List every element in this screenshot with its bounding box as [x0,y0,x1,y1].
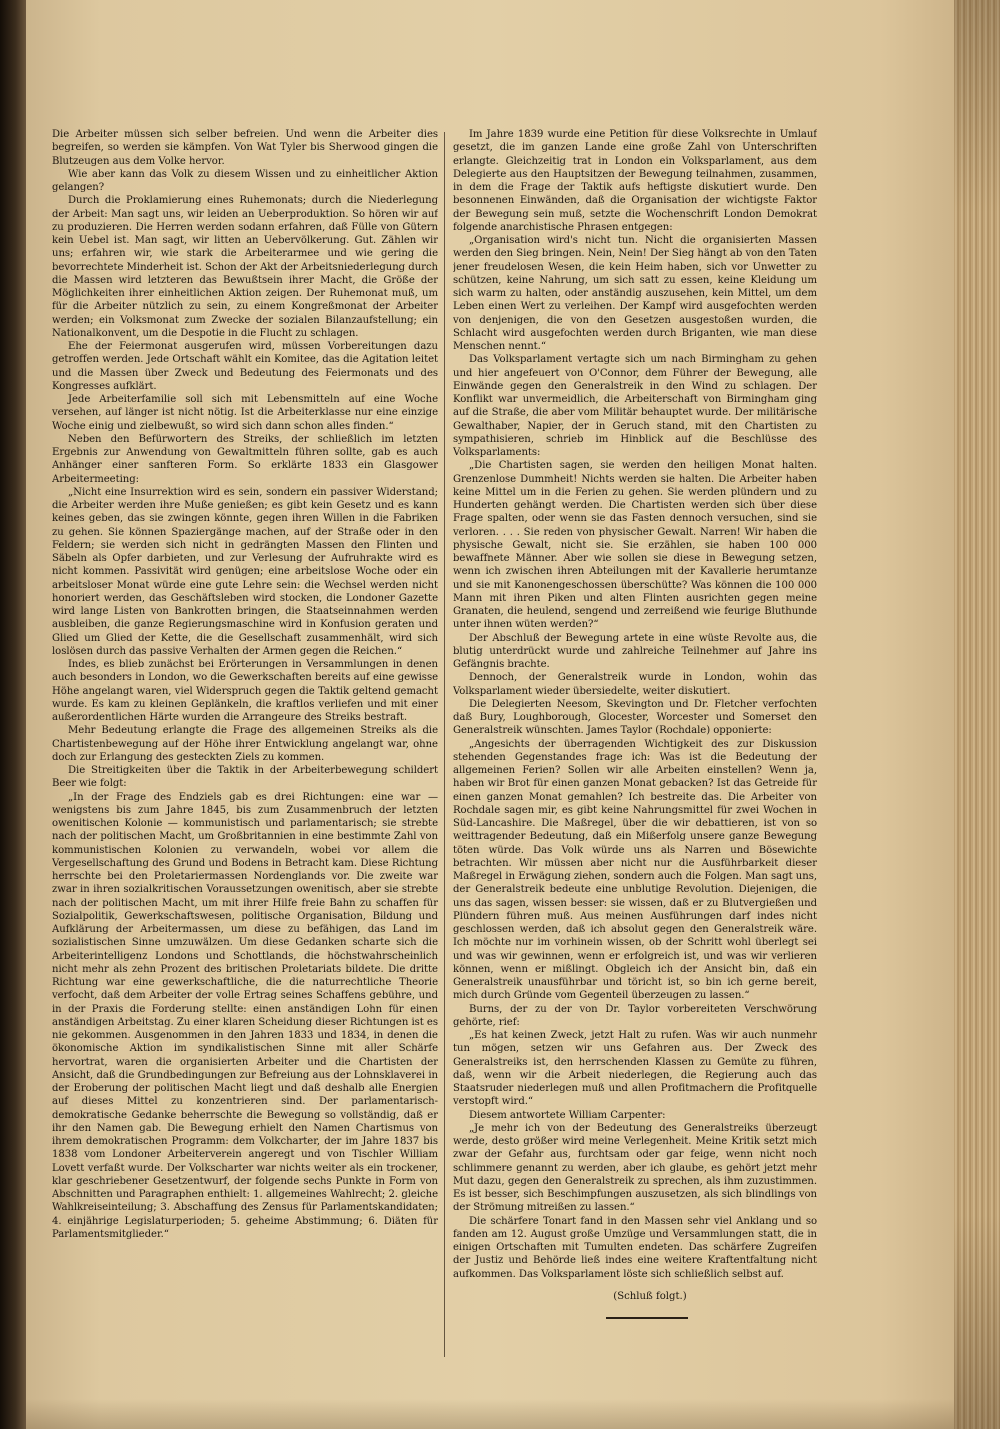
quote-paragraph: „Angesichts der überragenden Wichtigkeit des zur Diskussion stehenden Gegenstandes frage ich: Was ist die Bedeutung der allgemeinen Ferien? Sollen wir alle Arbeiten einstellen? Wenn ja, haben wir Brot für einen ganzen Monat gebacken? Ist das Getreide für einen ganzen Monat gemahlen? Ich bestreite das. Die Arbeiter von Rochdale sagen mir, es gibt keine Nahrungsmittel für zwei Wochen in Süd-Lancashire. Die Maßregel, über die wir debattieren, ist von so weittragender Bedeutung, daß ein Mißerfolg unsere ganze Bewegung töten würde. Das Volk würde uns als Narren und Bösewichte betrachten. Wir müssen aber nicht nur die Ausführbarkeit dieser Maßregel in Erwägung ziehen, sondern auch die Folgen. Man sagt uns, der Generalstreik bedeute eine unblutige Revolution. Diejenigen, die uns das sagen, wissen besser: sie wissen, daß er zu Blutvergießen und Plündern führen muß. Aus meinen Ausführungen darf indes nicht geschlossen werden, daß ich absolut gegen den Generalstreik wäre. Ich möchte nur im vorhinein wissen, ob der Schritt wohl überlegt sei und was wir gewinnen, wenn er erfolgreich ist, und was wir verlieren können, wenn er mißlingt. Obgleich ich der Ansicht bin, daß ein Generalstreik unausführbar und töricht ist, so bin ich gerne bereit, mich durch Gründe vom Gegenteil überzeugen zu lassen.“ [453,738,817,1002]
paragraph: Die Arbeiter müssen sich selber befreien. Und wenn die Arbeiter dies begreifen, so werden sie kämpfen. Von Wat Tyler bis Sherwood gingen die Blutzeugen aus dem Volke hervor. [52,129,438,167]
paragraph: Burns, der zu der von Dr. Taylor vorbereiteten Verschwörung gehörte, rief: [453,1003,817,1028]
page-bottom-shadow [26,1399,954,1429]
paragraph: Der Abschluß der Bewegung artete in eine wüste Revolte aus, die blutig unterdrückt wurde und zahlreiche Teilnehmer auf Jahre ins Gefängnis brachte. [453,632,817,670]
paragraph: Ehe der Feiermonat ausgerufen wird, müssen Vorbereitungen dazu getroffen werden. Jede Ortschaft wählt ein Komitee, das die Agitation leitet und die Massen über Zweck und Bedeutung des Feiermonats und des Kongresses aufklärt. [52,341,438,392]
column-divider [444,132,445,1357]
quote-paragraph: „Organisation wird's nicht tun. Nicht die organisierten Massen werden den Sieg bringen. Nein, Nein! Der Sieg hängt ab von den Taten jener freudelosen Wesen, die kein Heim haben, sich vor Unwetter zu schützen, keine Nahrung, um sich satt zu essen, keine Kleidung um sich warm zu halten, oder anständig auszusehen, kein Mittel, um dem Leben einen Wert zu verleihen. Der Kampf wird ausgefochten werden von denjenigen, die von den Gesetzen ausgestoßen wurden, die Schlacht wird ausgefochten werden durch Briganten, wie man diese Menschen nennt.“ [453,235,817,352]
book-binding-shadow [0,0,26,1429]
paragraph: Das Volksparlament vertagte sich um nach Birmingham zu gehen und hier angefeuert von O'Connor, dem Führer der Bewegung, alle Einwände gegen den Generalstreik in den Wind zu schlagen. Der Konflikt war unvermeidlich, die Arbeiterschaft von Birmingham ging auf die Straße, die aber vom Militär behauptet wurde. Der militärische Gewalthaber, Napier, der in Geruch stand, mit den Chartisten zu sympathisieren, schrieb im Hinblick auf die Beschlüsse des Volksparlaments: [453,354,817,458]
paragraph: Wie aber kann das Volk zu diesem Wissen und zu einheitlicher Aktion gelangen? [52,168,438,193]
paragraph: Durch die Proklamierung eines Ruhemonats; durch die Niederlegung der Arbeit: Man sagt uns, wir leiden an Ueberproduktion. So hören wir auf zu produzieren. Die Herren werden sodann erfahren, daß Fülle von Gütern kein Uebel ist. Man sagt, wir litten an Uebervölkerung. Gut. Zählen wir uns; erfahren wir, wie stark die Arbeiterarmee und wie gering die bevorrechtete Minderheit ist. Schon der Akt der Arbeitsniederlegung durch die Massen wird letzteren das Bewußtsein ihrer Macht, die Größe der Möglichkeiten ihrer einheitlichen Aktion zeigen. Der Ruhemonat muß, um für die Arbeiter nützlich zu sein, zu einem Kongreßmonat der Arbeiter werden; ein Volksmonat zum Zwecke der sozialen Bilanzaufstellung; ein Nationalkonvent, um die Despotie in die Flucht zu schlagen. [52,195,438,339]
quote-paragraph: „Je mehr ich von der Bedeutung des Generalstreiks überzeugt werde, desto größer wird meine Verlegenheit. Meine Kritik setzt mich zwar der Gefahr aus, furchtsam oder gar feige, wenn nicht noch schlimmere genannt zu werden, aber ich glaube, es gehört jetzt mehr Mut dazu, gegen den Generalstreik zu sprechen, als ihm zuzustimmen. Es ist besser, sich Beschimpfungen auszusetzen, als sich blindlings von der Strömung mitreißen zu lassen.“ [453,1122,817,1214]
paragraph: Die Streitigkeiten über die Taktik in der Arbeiterbewegung schildert Beer wie folgt: [52,765,438,790]
paragraph: Dennoch, der Generalstreik wurde in London, wohin das Volksparlament wieder übersiedelte, weiter diskutiert. [453,672,817,697]
right-text-column [453,128,817,1318]
paragraph: Die schärfere Tonart fand in den Massen sehr viel Anklang und so fanden am 12. August große Umzüge und Versammlungen statt, die in einigen Ortschaften mit Tumulten endeten. Das schärfere Zugreifen der Justiz und Behörde ließ indes eine weitere Kraftentfaltung nicht aufkommen. Das Volksparlament löste sich schließlich selbst auf. [453,1215,817,1280]
quote-paragraph: „Es hat keinen Zweck, jetzt Halt zu rufen. Was wir auch nunmehr tun mögen, setzen wir uns Gefahren aus. Der Zweck des Generalstreiks ist, den herrschenden Klassen zu Gemüte zu führen, daß, wenn wir die Arbeit niederlegen, die Regierung auch das Staatsruder niederlegen muß und allen Profitmachern die Profitquelle verstopft wird.“ [453,1030,817,1108]
quote-paragraph: „Die Chartisten sagen, sie werden den heiligen Monat halten. Grenzenlose Dummheit! Nichts werden sie halten. Die Arbeiter haben keine Mittel um in die Ferien zu gehen. Sie werden plündern und zu Hunderten gehängt werden. Die Chartisten werden sich über diese Frage spalten, oder wenn sie das Fasten dennoch versuchen, sind sie verloren. . . . Sie reden von physischer Gewalt. Narren! Wir haben die physische Gewalt, nicht sie. Sie erzählen, sie haben 100 000 bewaffnete Männer. Aber wie sollen sie diese in Bewegung setzen, wenn ich zwischen ihren Abteilungen mit der Kavallerie herumtanze und sie mit Kanonengeschossen überschütte? Was können die 100 000 Mann mit ihren Piken und alten Flinten ausrichten gegen meine Granaten, die heulend, sengend und zerreißend wie feurige Bluthunde unter ihnen wüten werden?“ [453,460,817,631]
paragraph: Mehr Bedeutung erlangte die Frage des allgemeinen Streiks als die Chartistenbewegung auf der Höhe ihrer Entwicklung angelangt war, ohne doch zur Erlangung des gesteckten Ziels zu kommen. [52,725,438,763]
paragraph: Im Jahre 1839 wurde eine Petition für diese Volksrechte in Umlauf gesetzt, die im ganzen Lande eine große Zahl von Unterschriften erlangte. Gleichzeitig trat in London ein Volksparlament, aus dem Delegierte aus den Hauptsitzen der Bewegung teilnahmen, zusammen, in dem die Frage der Taktik aufs heftigste diskutiert wurde. Den besonnenen Einwänden, daß die Organisation der wichtigste Faktor der Bewegung sein muß, setzte die Wochenschrift London Demokrat folgende anarchistische Phrasen entgegen: [453,129,817,233]
end-rule [606,1317,688,1319]
paragraph: Jede Arbeiterfamilie soll sich mit Lebensmitteln auf eine Woche versehen, auf länger ist nicht nötig. Ist die Arbeiterklasse nur eine einzige Woche einig und zielbewußt, so wird sich dann schon alles finden.“ [52,394,438,432]
paragraph: Neben den Befürwortern des Streiks, der schließlich im letzten Ergebnis zur Anwendung von Gewaltmitteln führen sollte, gab es auch Anhänger einer sanfteren Form. So erklärte 1833 ein Glasgower Arbeitermeeting: [52,433,438,485]
continuation-note: (Schluß folgt.) [613,1291,687,1302]
quote-paragraph: „In der Frage des Endziels gab es drei Richtungen: eine war — wenigstens bis zum Jahre 1845, bis zum Zusammenbruch der letzten owenitischen Kolonie — kommunistisch und parlamentarisch; sie strebte nach der politischen Macht, um Großbritannien in eine bestimmte Zahl von kommunistischen Kolonien zu verwandeln, wobei vor allem die Vergesellschaftung des Grund und Bodens in Betracht kam. Diese Richtung herrschte bei den Proletariermassen Nordenglands vor. Die zweite war zwar in ihren sozialkritischen Voraussetzungen owenitisch, aber sie strebte nach der politischen Macht, um mit ihrer Hilfe freie Bahn zu schaffen für Sozialpolitik, Gewerkschaftswesen, politische Organisation, Bildung und Aufklärung der Arbeitermassen, um diese zu befähigen, das Land im sozialistischen Sinne umzuwälzen. Um diese Gedanken scharte sich die Arbeiterintelligenz Londons und Schottlands, die höchstwahrscheinlich nicht mehr als zehn Prozent des britischen Proletariats bildete. Die dritte Richtung war eine gewerkschaftliche, die die naturrechtliche Theorie verfocht, daß dem Arbeiter der volle Ertrag seines Schaffens gebühre, und in der Praxis die Forderung stellte: einen anständigen Lohn für einen anständigen Arbeitstag. Zu einer klaren Scheidung dieser Richtungen ist es nie gekommen. Ausgenommen in den Jahren 1833 und 1834, in denen die ökonomische Aktion im syndikalistischen Sinne mit aller Schärfe hervortrat, waren die organisierten Arbeiter und die Chartisten der Ansicht, daß die Grundbedingungen zur Befreiung aus der Lohnsklaverei in der Eroberung der politischen Macht liegt und daß deshalb alle Energien auf dieses Mittel zu konzentrieren sind. Der parlamentarisch-demokratische Gedanke beherrschte die Bewegung so vollständig, daß er ihr den Namen gab. Die Bewegung erhielt den Namen Chartismus von ihrem demokratischen Programm: dem Volkcharter, der im Jahre 1837 bis 1838 vom Londoner Arbeiterverein angeregt und von Tischler William Lovett verfaßt wurde. Der Volkscharter war nichts weiter als ein trockener, klar geschriebener Gesetzentwurf, der folgende sechs Punkte in Form von Abschnitten und Paragraphen enthielt: 1. allgemeines Wahlrecht; 2. gleiche Wahlkreiseinteilung; 3. Abschaffung des Zensus für Parlamentskandidaten; 4. einjährige Legislaturperioden; 5. geheime Abstimmung; 6. Diäten für Parlamentsmitglieder.“ [52,791,438,1240]
quote-paragraph: „Nicht eine Insurrektion wird es sein, sondern ein passiver Widerstand; die Arbeiter werden ihre Muße genießen; es gibt kein Gesetz und es kann keines geben, das sie zwingen könnte, gegen ihren Willen in die Fabriken zu gehen. Sie können Spaziergänge machen, auf der Straße oder in den Feldern; sie werden sich nicht in gedrängten Massen den Flinten und Säbeln als Opfer darbieten, und zur Verlesung der Aufruhrakte wird es nicht kommen. Passivität wird genügen; eine arbeitslose Woche oder ein arbeitsloser Monat würde eine gute Lehre sein: die Wechsel werden nicht honoriert werden, das Geschäftsleben wird stocken, die Londoner Gazette wird lange Listen von Bankrotten bringen, die Staatseinnahmen werden ausbleiben, die ganze Regierungsmaschine wird in Konfusion geraten und Glied um Glied der Kette, die die Gesellschaft zusammenhält, wird sich loslösen durch das passive Verhalten der Armen gegen die Reichen.“ [52,486,438,657]
left-text-column [52,128,438,1363]
paragraph: Die Delegierten Neesom, Skevington und Dr. Fletcher verfochten daß Bury, Loughborough, Glocester, Worcester und Somerset den Generalstreik wünschten. James Taylor (Rochdale) opponierte: [453,698,817,737]
paragraph: Diesem antwortete William Carpenter: [469,1109,666,1121]
paragraph: Indes, es blieb zunächst bei Erörterungen in Versammlungen in denen auch besonders in London, wo die Gewerkschaften bereits auf eine gewisse Höhe angelangt waren, viel Widerspruch gegen die Taktik geltend gemacht wurde. Es kam zu kleinen Geplänkeln, die kraftlos verliefen und mit einer außerordentlichen Härte wurden die Arrangeure des Streiks bestraft. [52,659,438,723]
page-edges [954,0,1000,1429]
